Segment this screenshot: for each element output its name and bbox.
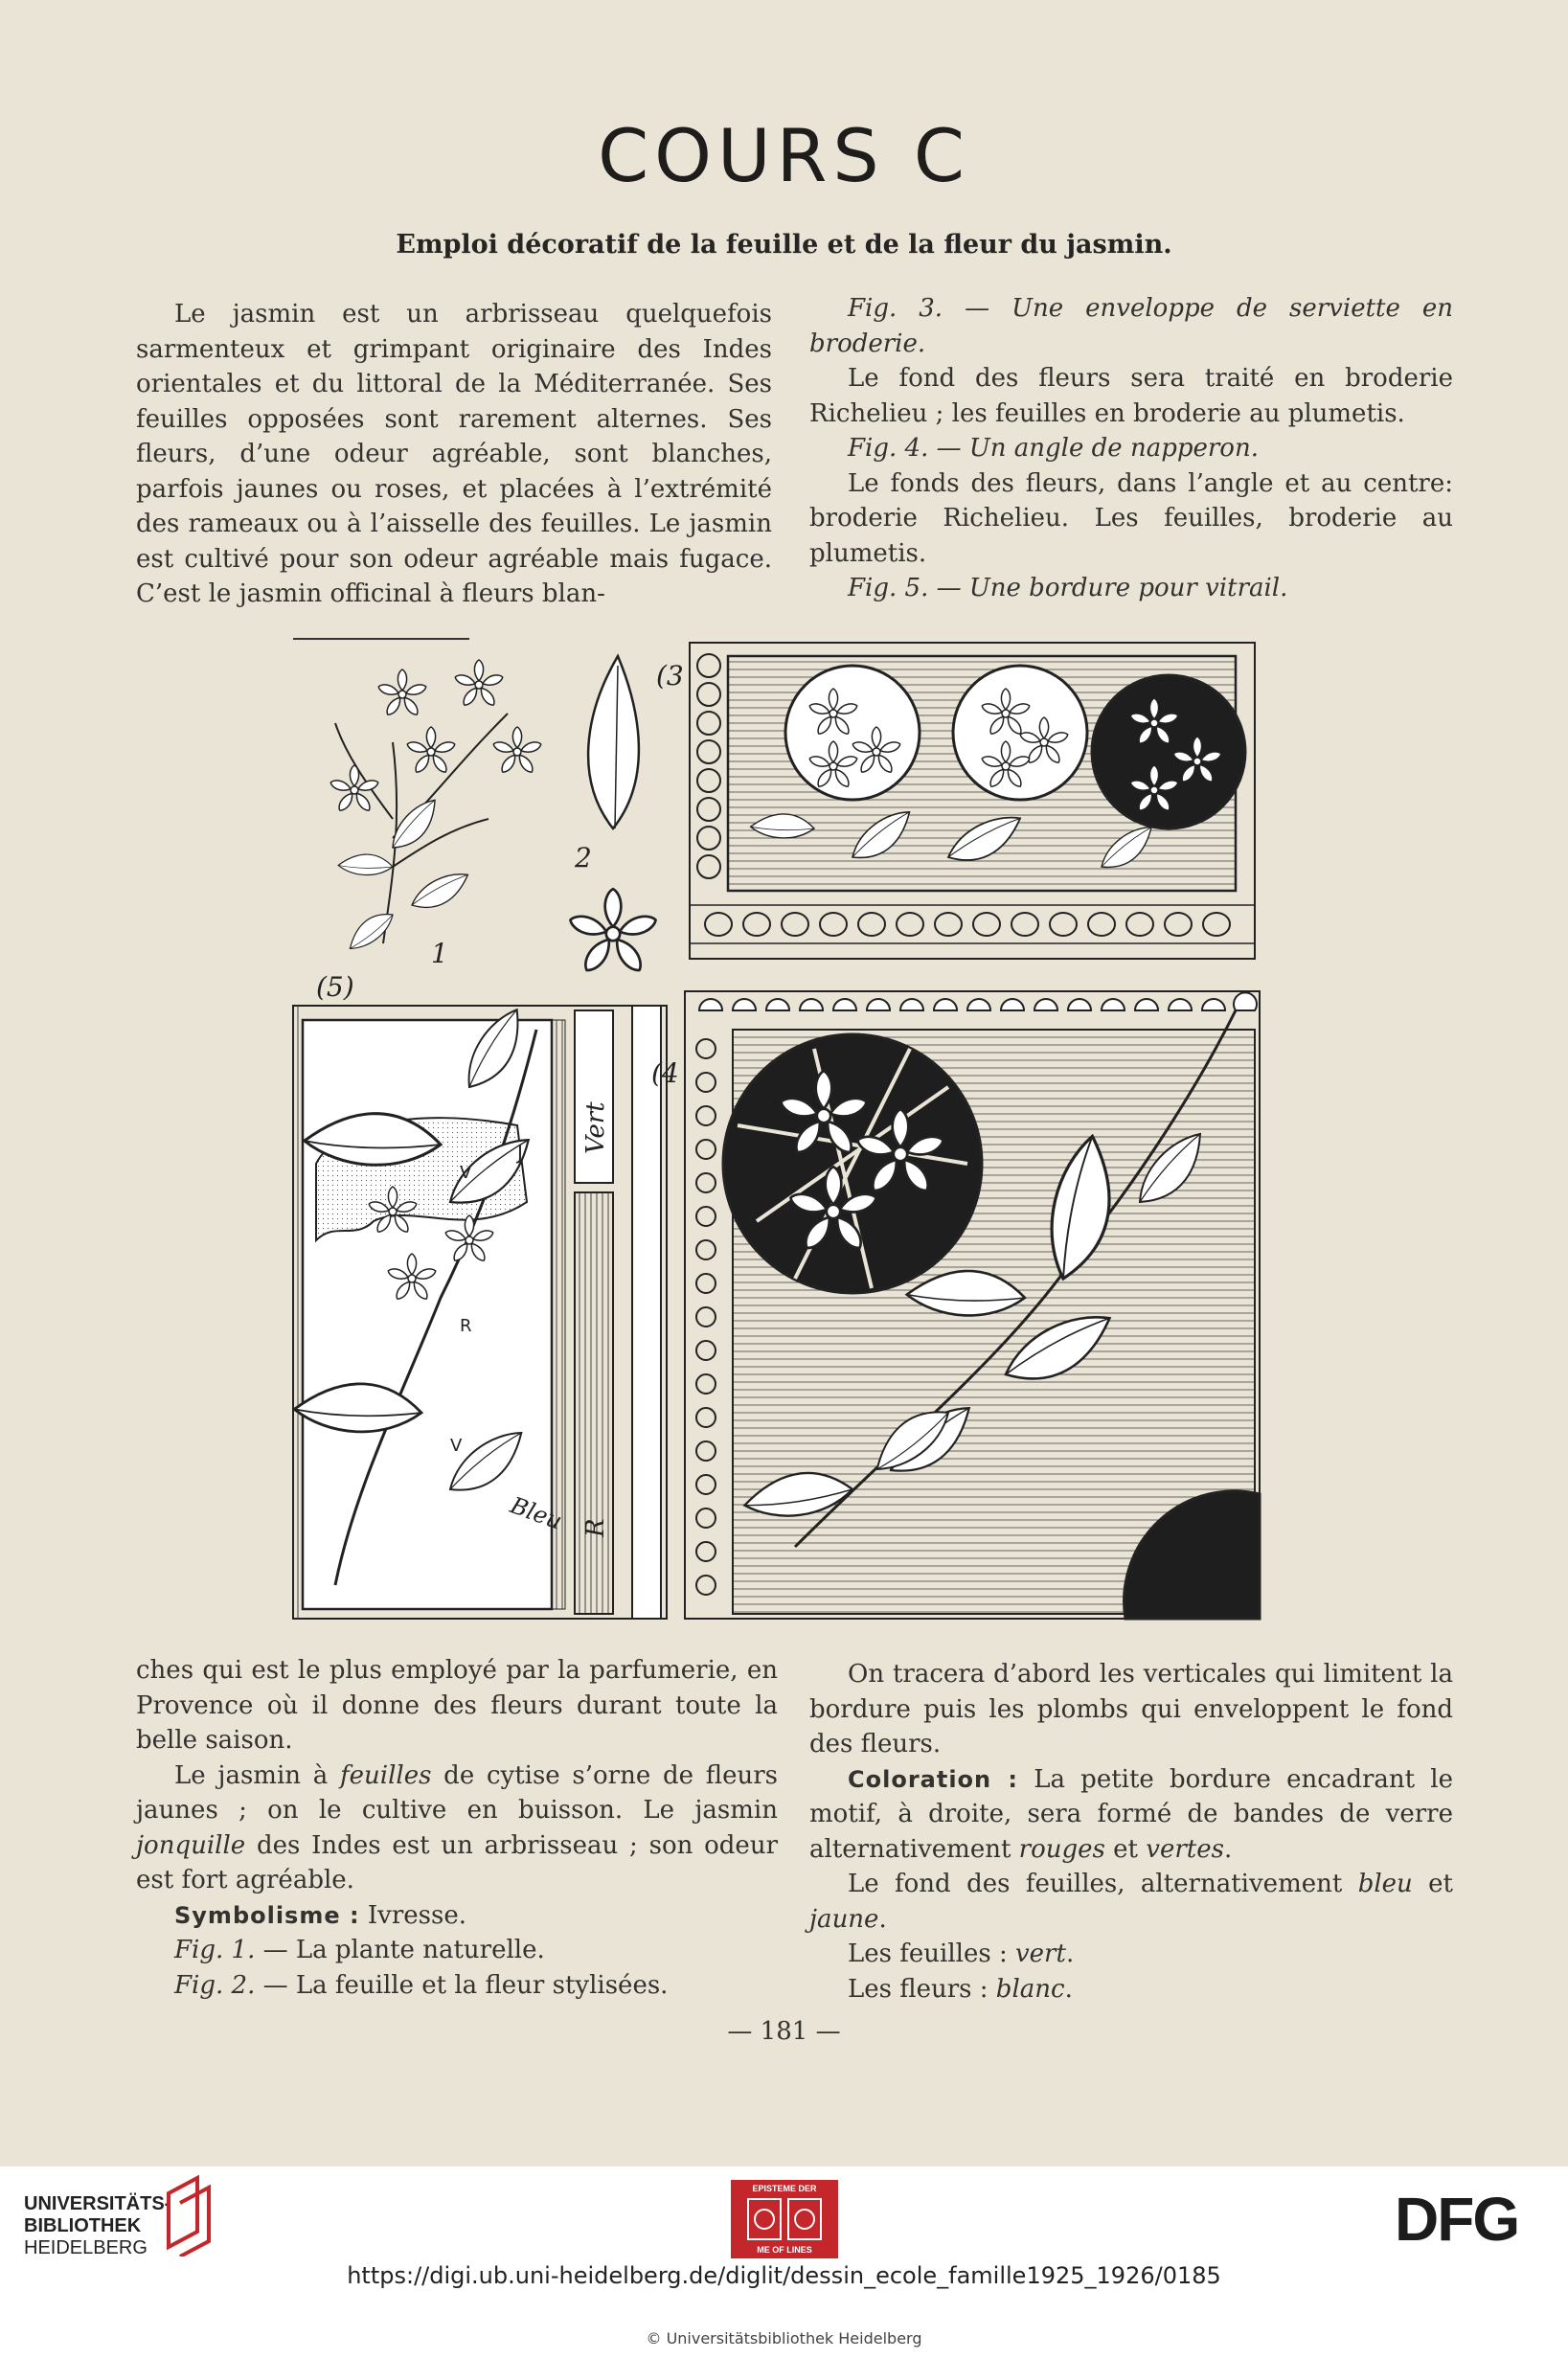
copyright-notice: © Universitätsbibliothek Heidelberg xyxy=(646,2329,922,2348)
text-run: et xyxy=(1412,1870,1453,1898)
text-run-italic: rouges xyxy=(1018,1834,1105,1864)
symbolism-value: Ivresse. xyxy=(359,1900,466,1930)
text-run-italic: bleu xyxy=(1357,1870,1413,1898)
intro-paragraph: Le jasmin est un arbrisseau quelquefois sarmenteux et grimpant originaire des Indes orientales et du littoral de la Méditerranée. Ses feuilles opposées sont rarement alternes. Ses fleurs, d’une odeur agréable, sont blanches, parfois jaunes ou roses, et placées à l’extrémité des rameaux ou à l’aisselle des feuilles. Le jasmin est cultivé pour son odeur agréable mais fugace. C’est le jasmin officinal à fleurs blan- xyxy=(136,300,772,608)
fig1-natural-plant xyxy=(330,660,542,969)
label-bleu: Bleu xyxy=(507,1491,566,1535)
fig1-legend xyxy=(136,1933,778,1968)
text-run: Le jasmin à xyxy=(174,1760,340,1790)
text-run: La petite bordure encadrant le motif, à droite, sera formé de bandes de verre alternativement xyxy=(809,1764,1454,1864)
label-r: R xyxy=(460,1316,472,1336)
text-column-right xyxy=(809,1657,1453,2007)
symbolism-label: Symbolisme : xyxy=(174,1901,360,1929)
paragraph-leaf-background xyxy=(809,1867,1453,1937)
fig3-caption xyxy=(809,291,1453,361)
fig5-caption xyxy=(809,571,1453,606)
library-line: UNIVERSITÄTS- xyxy=(24,2193,171,2214)
episteme-emblem-icon xyxy=(746,2197,823,2241)
text-run: Les feuilles : xyxy=(848,1939,1015,1968)
symbolism-line xyxy=(136,1898,778,1934)
illustration-plate xyxy=(278,627,1274,1623)
label-v-bottom: V xyxy=(450,1436,463,1456)
text-run-italic: jonquille xyxy=(136,1830,246,1860)
paragraph-flowers xyxy=(809,1972,1453,2007)
episteme-text: EPISTEME DER xyxy=(752,2184,817,2193)
text-run: des Indes est un arbrisseau ; son odeur est fort agréable. xyxy=(136,1830,778,1894)
paragraph-leaves xyxy=(809,1937,1453,1972)
paragraph-continuation: ches qui est le plus employé par la parfumerie, en Provence où il donne des fleurs durant toute la belle saison. xyxy=(136,1656,778,1755)
text-run: et xyxy=(1104,1834,1147,1864)
fig3-text: Le fond des fleurs sera traité en broderie Richelieu ; les feuilles en broderie au plumetis. xyxy=(809,364,1453,428)
episteme-logo[interactable] xyxy=(731,2180,838,2258)
fig1-legend-label: Fig. 1. xyxy=(174,1936,256,1964)
fig2-stylised-leaf-flower xyxy=(568,656,658,975)
fig1-number: 1 xyxy=(431,938,448,969)
paragraph-varieties xyxy=(136,1758,778,1898)
text-run-italic: feuilles xyxy=(340,1760,432,1790)
text-run-italic: vert xyxy=(1014,1939,1066,1968)
text-run: . xyxy=(1065,1939,1075,1968)
text-run: . xyxy=(1064,1974,1073,2004)
fig3-napkin-envelope xyxy=(656,643,1255,959)
intro-column xyxy=(136,297,772,612)
fig3-title: Une enveloppe de serviette en broderie. xyxy=(809,294,1453,358)
fig5-title: Une bordure pour vitrail. xyxy=(968,574,1288,602)
fig4-text: Le fonds des fleurs, dans l’angle et au centre: broderie Richelieu. Les feuilles, broderie au plumetis. xyxy=(809,468,1453,568)
fig4-title: Un angle de napperon. xyxy=(968,434,1259,463)
library-logo-icon[interactable] xyxy=(159,2174,216,2257)
library-logo-text[interactable] xyxy=(24,2193,170,2259)
fig5-label: Fig. 5. — xyxy=(848,574,969,602)
coloration-paragraph xyxy=(809,1762,1453,1868)
page-number: — 181 — xyxy=(727,2017,841,2046)
fig4-label: Fig. 4. — xyxy=(848,434,969,463)
fig5-stained-glass-border xyxy=(292,971,667,1619)
text-run-italic: blanc xyxy=(995,1974,1065,2004)
label-v-top: V xyxy=(460,1163,472,1183)
page-subtitle: Emploi décoratif de la feuille et de la fleur du jasmin. xyxy=(396,230,1172,260)
fig3-number: (3 xyxy=(656,660,684,692)
label-j: J xyxy=(517,1141,523,1164)
library-line: BIBLIOTHEK xyxy=(24,2215,142,2236)
page-title: COURS C xyxy=(598,113,970,198)
text-run: . xyxy=(878,1904,887,1934)
dfg-logo[interactable]: DFG xyxy=(1395,2185,1519,2254)
fig4-doily-corner xyxy=(651,991,1260,1619)
fig1-legend-text: — La plante naturelle. xyxy=(255,1936,545,1964)
label-r-strip: R xyxy=(581,1518,610,1537)
episteme-text: ME OF LINES xyxy=(757,2245,812,2255)
fig4-number: (4 xyxy=(651,1057,679,1089)
text-run: de cytise s’orne de fleurs jaunes ; on le cultive en buisson. Le jasmin xyxy=(136,1760,778,1825)
paragraph-tracing: On tracera d’abord les verticales qui limitent la bordure puis les plombs qui enveloppent le fond des fleurs. xyxy=(809,1660,1453,1758)
fig2-number: 2 xyxy=(575,842,592,873)
permalink-url[interactable]: https://digi.ub.uni-heidelberg.de/diglit/dessin_ecole_famille1925_1926/0185 xyxy=(347,2262,1221,2289)
fig4-caption xyxy=(809,431,1453,466)
text-run: Les fleurs : xyxy=(848,1974,996,2004)
fig3-label: Fig. 3. — xyxy=(848,294,1012,323)
fig2-legend-text: — La feuille et la fleur stylisées. xyxy=(255,1970,669,2000)
fig5-number: (5) xyxy=(316,971,354,1003)
fig2-legend-label: Fig. 2. xyxy=(174,1970,256,2000)
text-run-italic: jaune xyxy=(809,1904,879,1934)
text-run: Le fond des feuilles, alternativement xyxy=(848,1870,1358,1898)
label-vert: Vert xyxy=(581,1101,610,1154)
fig2-legend xyxy=(136,1968,778,2004)
library-line: HEIDELBERG xyxy=(24,2237,148,2258)
coloration-label: Coloration : xyxy=(848,1765,1019,1793)
figure-captions-column xyxy=(809,291,1453,606)
text-column-left xyxy=(136,1653,778,2003)
text-run-italic: vertes xyxy=(1146,1834,1224,1864)
text-run: . xyxy=(1223,1834,1233,1864)
